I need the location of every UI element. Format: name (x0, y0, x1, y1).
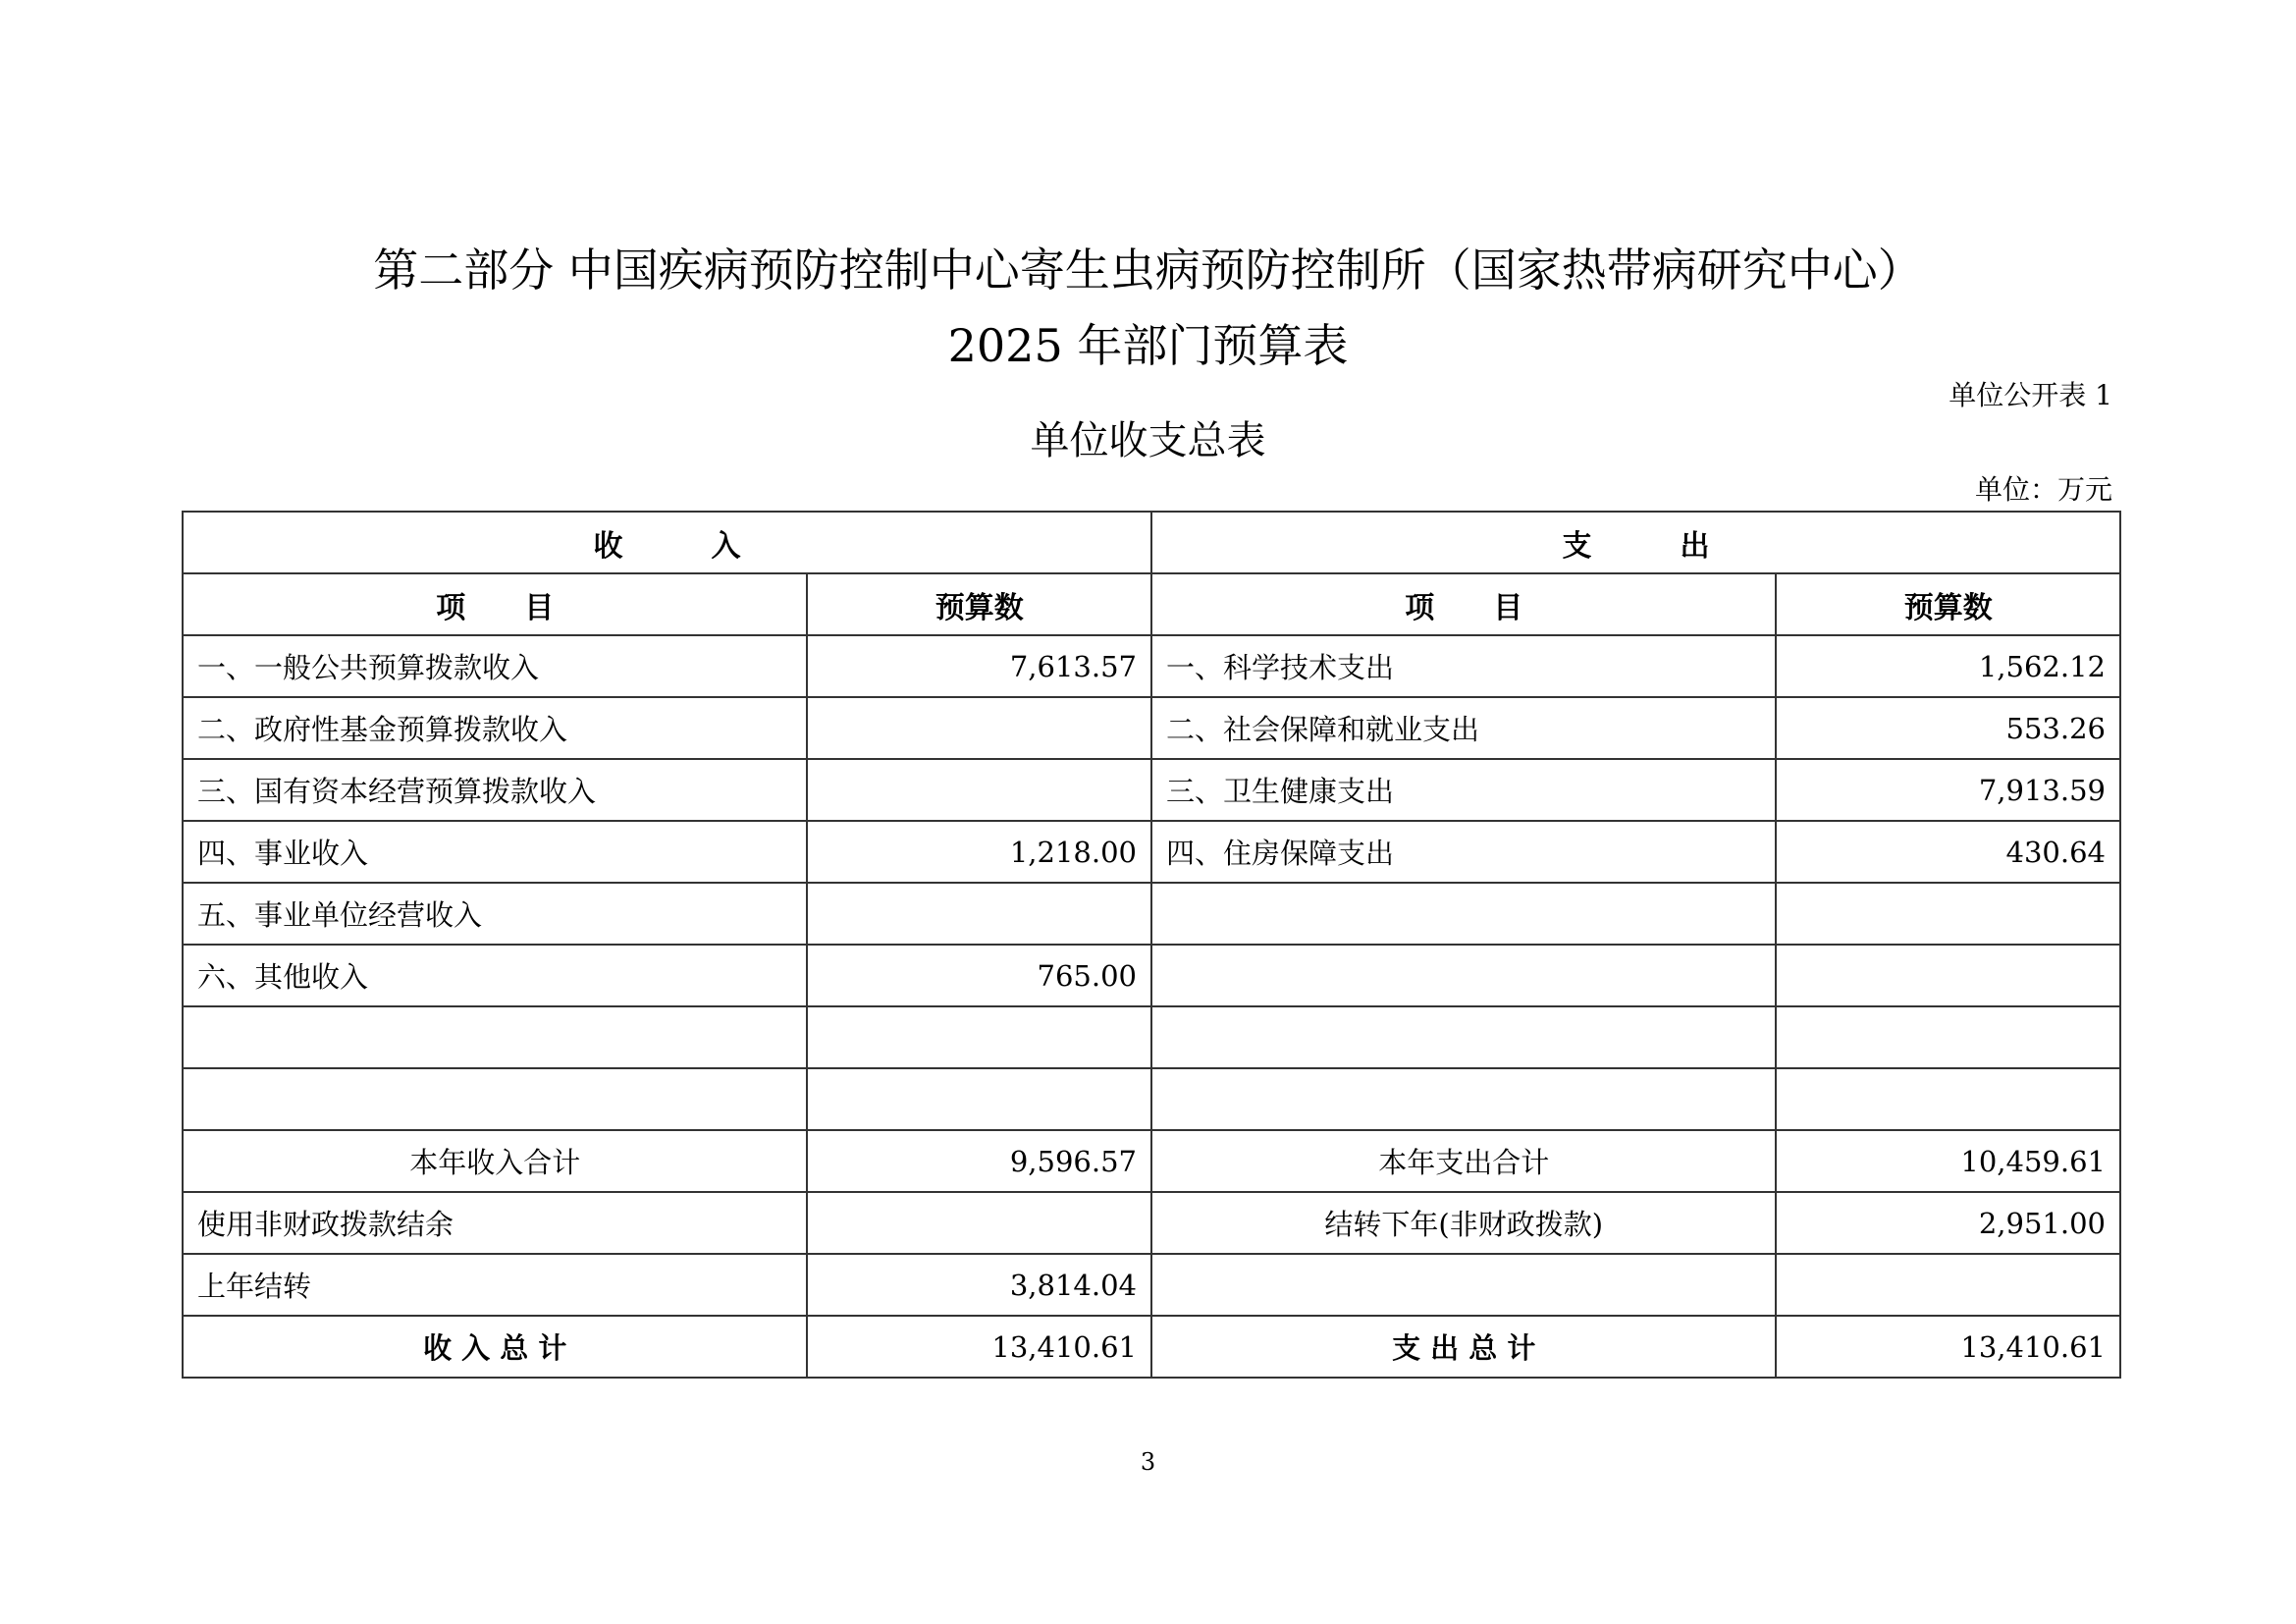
empty-cell (1151, 1254, 1776, 1316)
income-grand-total-label: 收 入 总 计 (183, 1316, 807, 1378)
income-value (807, 759, 1151, 821)
income-value (807, 883, 1151, 945)
expense-item (1151, 1068, 1776, 1130)
income-item (183, 1068, 807, 1130)
carry-forward-next-value: 2,951.00 (1776, 1192, 2120, 1254)
year-income-total-label: 本年收入合计 (183, 1130, 807, 1192)
balance-row (183, 1192, 2120, 1254)
column-header-row (183, 573, 2120, 635)
expense-value (1776, 1068, 2120, 1130)
expense-grand-total-value: 13,410.61 (1776, 1316, 2120, 1378)
nonfiscal-balance-value (807, 1192, 1151, 1254)
income-value: 7,613.57 (807, 635, 1151, 697)
prior-year-carry-label: 上年结转 (183, 1254, 807, 1316)
income-value: 1,218.00 (807, 821, 1151, 883)
expense-item: 三、卫生健康支出 (1151, 759, 1776, 821)
expense-value: 7,913.59 (1776, 759, 2120, 821)
table-row (183, 759, 2120, 821)
expense-value (1776, 883, 2120, 945)
income-item (183, 1006, 807, 1068)
page-title-year: 2025 年部门预算表 (947, 319, 1349, 372)
expense-value-header: 预算数 (1776, 573, 2120, 635)
year-income-total-value: 9,596.57 (807, 1130, 1151, 1192)
income-item: 六、其他收入 (183, 945, 807, 1006)
expense-item (1151, 883, 1776, 945)
nonfiscal-balance-label: 使用非财政拨款结余 (183, 1192, 807, 1254)
income-item: 四、事业收入 (183, 821, 807, 883)
table-row (183, 883, 2120, 945)
income-value (807, 1006, 1151, 1068)
table-row (183, 635, 2120, 697)
expense-value: 553.26 (1776, 697, 2120, 759)
year-expense-total-label: 本年支出合计 (1151, 1130, 1776, 1192)
prior-year-row (183, 1254, 2120, 1316)
income-item: 二、政府性基金预算拨款收入 (183, 697, 807, 759)
page-title: 第二部分 中国疾病预防控制中心寄生虫病预防控制所（国家热带病研究中心） (373, 244, 1923, 297)
carry-forward-next-label: 结转下年(非财政拨款) (1151, 1192, 1776, 1254)
expense-value: 430.64 (1776, 821, 2120, 883)
budget-table (182, 511, 2121, 1379)
income-value: 765.00 (807, 945, 1151, 1006)
table-row (183, 945, 2120, 1006)
expense-grand-total-label: 支 出 总 计 (1151, 1316, 1776, 1378)
expense-header: 支 出 (1151, 512, 2120, 573)
expense-item-header: 项 目 (1151, 573, 1776, 635)
income-item: 一、一般公共预算拨款收入 (183, 635, 807, 697)
year-total-row (183, 1130, 2120, 1192)
table-title: 单位收支总表 (1030, 418, 1266, 463)
expense-value (1776, 1006, 2120, 1068)
income-value-header: 预算数 (807, 573, 1151, 635)
expense-item: 四、住房保障支出 (1151, 821, 1776, 883)
year-expense-total-value: 10,459.61 (1776, 1130, 2120, 1192)
expense-item (1151, 1006, 1776, 1068)
empty-cell (1776, 1254, 2120, 1316)
income-item-header: 项 目 (183, 573, 807, 635)
expense-item: 二、社会保障和就业支出 (1151, 697, 1776, 759)
expense-value (1776, 945, 2120, 1006)
unit-label: 单位：万元 (1974, 473, 2112, 506)
table-row (183, 821, 2120, 883)
expense-item (1151, 945, 1776, 1006)
income-value (807, 697, 1151, 759)
grand-total-row (183, 1316, 2120, 1378)
income-header: 收 入 (183, 512, 1151, 573)
income-grand-total-value: 13,410.61 (807, 1316, 1151, 1378)
income-item: 五、事业单位经营收入 (183, 883, 807, 945)
table-code: 单位公开表 1 (1949, 379, 2112, 411)
income-value (807, 1068, 1151, 1130)
table-row (183, 1006, 2120, 1068)
income-item: 三、国有资本经营预算拨款收入 (183, 759, 807, 821)
table-row (183, 1068, 2120, 1130)
section-header-row (183, 512, 2120, 573)
table-row (183, 697, 2120, 759)
expense-item: 一、科学技术支出 (1151, 635, 1776, 697)
expense-value: 1,562.12 (1776, 635, 2120, 697)
prior-year-carry-value: 3,814.04 (807, 1254, 1151, 1316)
page-number: 3 (1140, 1448, 1156, 1476)
